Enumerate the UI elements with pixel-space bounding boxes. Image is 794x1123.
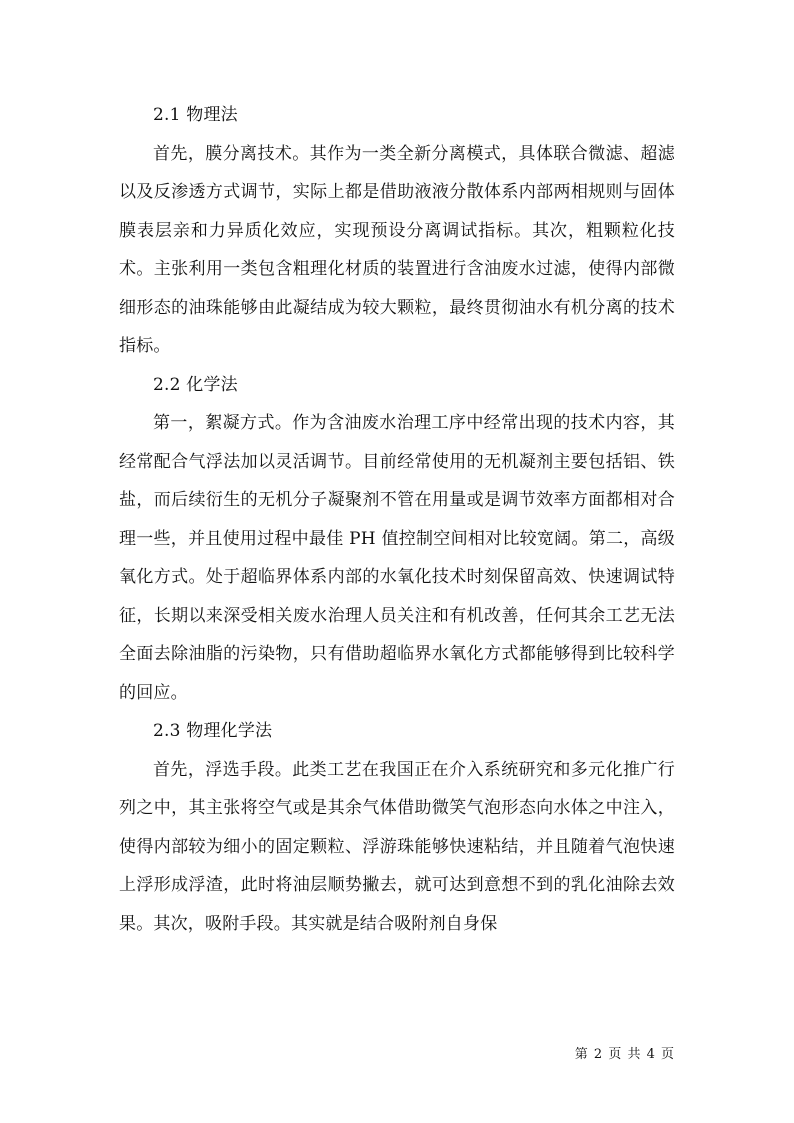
page-number-footer: 第 2 页 共 4 页 — [574, 1047, 675, 1062]
paragraph-physicochemical-methods: 首先，浮选手段。此类工艺在我国正在介入系统研究和多元化推广行列之中，其主张将空气或是其余气体借助微笑气泡形态向水体之中注入，使得内部较为细小的固定颗粒、浮游珠能够快速粘结，并且随着气泡快速上浮形成浮渣，此时将油层顺势撇去，就可达到意想不到的乳化油除去效果。其次，吸附手段。其实就是结合吸附剂自身保 — [119, 759, 675, 934]
paragraph-chemical-methods: 第一，絮凝方式。作为含油废水治理工序中经常出现的技术内容，其经常配合气浮法加以灵活调节。目前经常使用的无机凝剂主要包括铝、铁盐，而后续衍生的无机分子凝聚剂不管在用量或是调节效率方面都相对合理一些，并且使用过程中最佳 PH 值控制空间相对比较宽阔。第二，高级氧化方式。处于超临界体系内部的水氧化技术时刻保留高效、快速调试特征，长期以来深受相关废水治理人员关注和有机改善，任何其余工艺无法全面去除油脂的污染物，只有借助超临界水氧化方式都能够得到比较科学的回应。 — [119, 413, 675, 703]
document-body — [119, 96, 675, 943]
section-heading-physical: 2.1 物理法 — [153, 105, 238, 125]
section-heading-chemical: 2.2 化学法 — [153, 374, 238, 395]
paragraph-physical-methods: 首先，膜分离技术。其作为一类全新分离模式，具体联合微滤、超滤以及反渗透方式调节，实际上都是借助液液分散体系内部两相规则与固体膜表层亲和力异质化效应，实现预设分离调试指标。其次，粗颗粒化技术。主张利用一类包含粗理化材质的装置进行含油废水过滤，使得内部微细形态的油珠能够由此凝结成为较大颗粒，最终贯彻油水有机分离的技术指标。 — [119, 143, 675, 356]
section-heading-physicochemical: 2.3 物理化学法 — [153, 721, 273, 741]
